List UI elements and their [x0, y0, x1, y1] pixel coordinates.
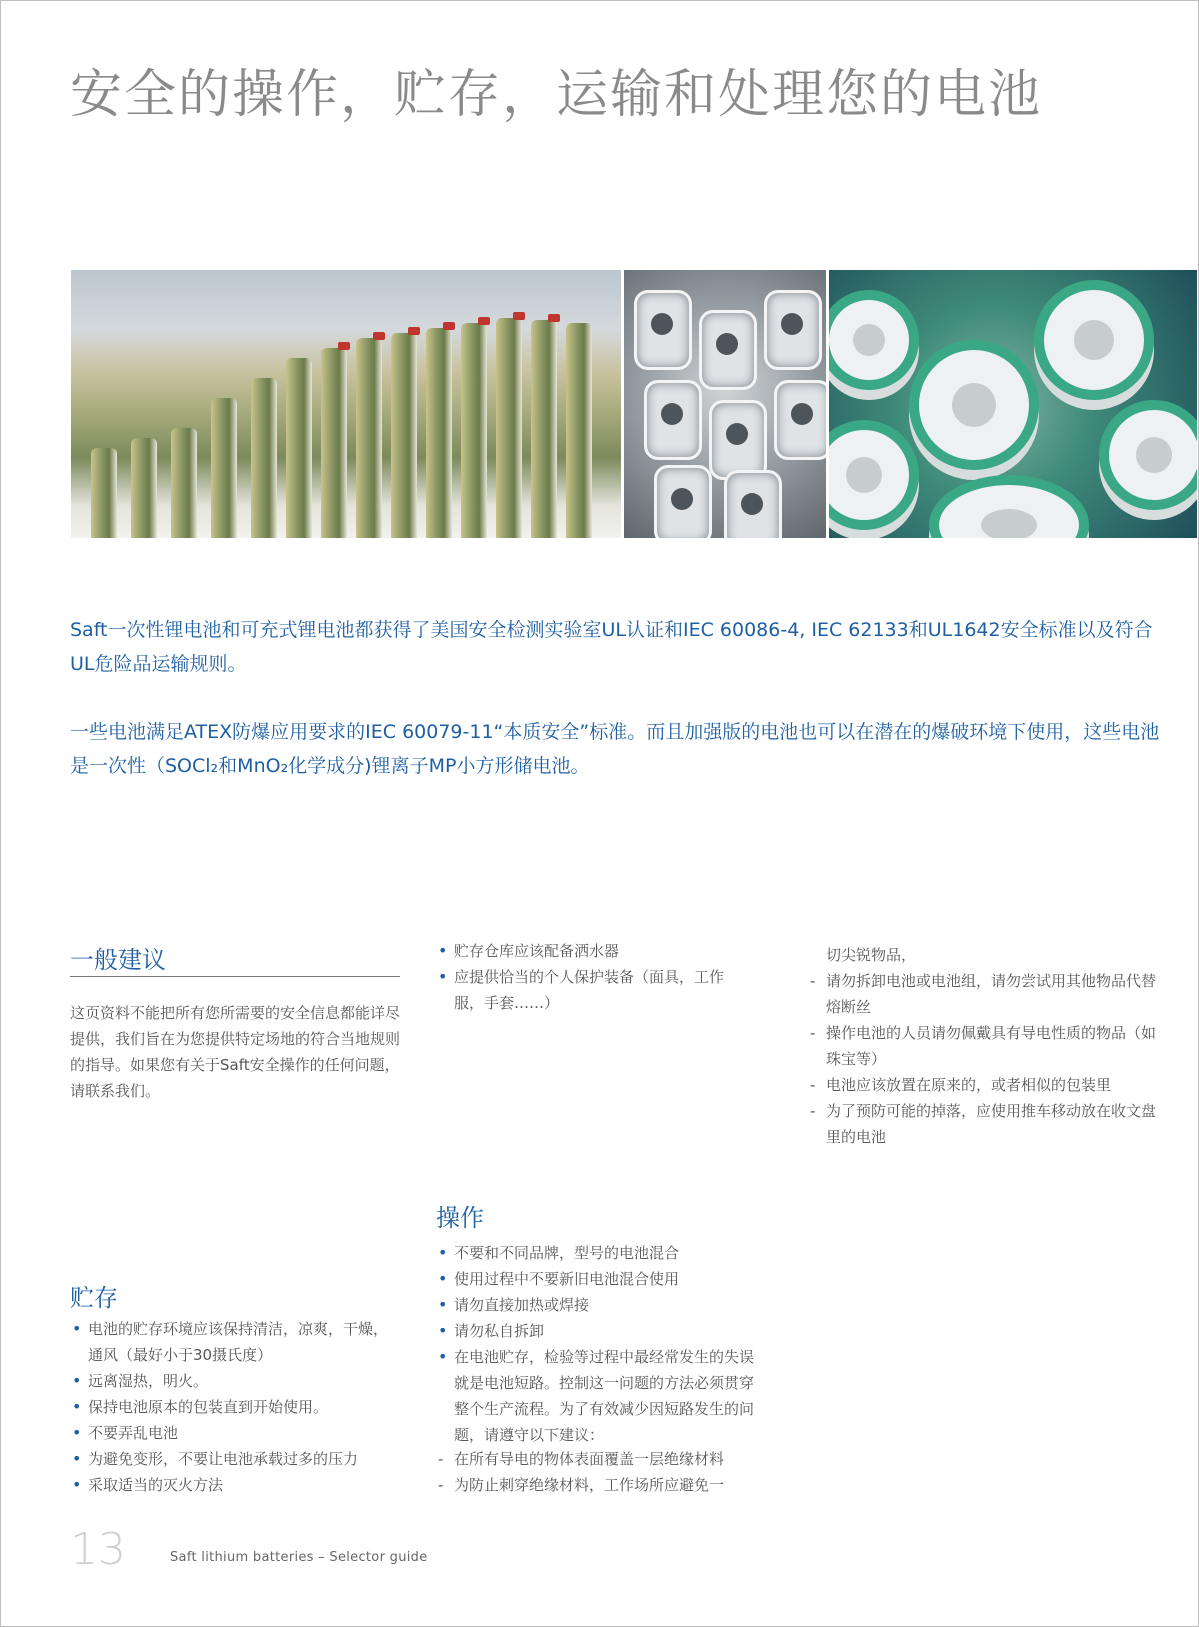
tube-cap — [548, 314, 560, 322]
tube-cap — [408, 327, 420, 335]
cell-shape — [634, 290, 692, 370]
battery-top — [829, 420, 919, 530]
list-item: - 为防止刺穿绝缘材料，工作场所应避免一 — [436, 1472, 766, 1498]
tube-shape — [356, 338, 382, 538]
tube-shape — [131, 438, 157, 538]
cell-shape — [774, 380, 826, 460]
battery-top — [829, 290, 919, 390]
storage-list-continued — [436, 938, 736, 1016]
cell-shape — [699, 310, 757, 390]
intro-paragraph-2: 一些电池满足ATEX防爆应用要求的IEC 60079-11“本质安全”标准。而且加强版的电池也可以在潜在的爆破环境下使用，这些电池是一次性（SOCl₂和MnO₂化学成分)锂离子MP小方形储电池。 — [70, 721, 1160, 777]
tube-shape — [426, 328, 452, 538]
footer-text: Saft lithium batteries – Selector guide — [170, 1550, 428, 1565]
list-item: • 使用过程中不要新旧电池混合使用 — [436, 1266, 766, 1292]
list-item: • 为避免变形，不要让电池承载过多的压力 — [70, 1446, 400, 1472]
battery-top — [929, 475, 1089, 538]
operation-heading: 操作 — [436, 1204, 484, 1232]
intro-paragraph-1: Saft一次性锂电池和可充式锂电池都获得了美国安全检测实验室UL认证和IEC 60086-4, IEC 62133和UL1642安全标准以及符合UL危险品运输规则。 — [70, 619, 1153, 675]
list-item: • 不要和不同品牌，型号的电池混合 — [436, 1240, 766, 1266]
list-item: - 为了预防可能的掉落，应使用推车移动放在收文盘里的电池 — [808, 1098, 1158, 1150]
continuation-text: 切尖锐物品， — [826, 946, 917, 964]
tube-shape — [461, 323, 487, 538]
tube-shape — [531, 320, 557, 538]
list-item: • 请勿私自拆卸 — [436, 1318, 766, 1344]
cell-shape — [654, 465, 712, 538]
list-item: - 电池应该放置在原来的，或者相似的包装里 — [808, 1072, 1158, 1098]
list-item: • 请勿直接加热或焊接 — [436, 1292, 766, 1318]
list-item: - 请勿拆卸电池或电池组，请勿尝试用其他物品代替熔断丝 — [808, 968, 1158, 1020]
list-item: • 电池的贮存环境应该保持清洁，凉爽，干燥，通风（最好小于30摄氏度） — [70, 1316, 400, 1368]
tube-shape — [211, 398, 237, 538]
tube-shape — [496, 318, 522, 538]
page-title: 安全的操作，贮存，运输和处理您的电池 — [70, 65, 1043, 125]
tube-shape — [251, 378, 277, 538]
tube-shape — [321, 348, 347, 538]
heading-divider — [70, 976, 400, 977]
operation-dash-list — [436, 1446, 766, 1498]
list-item: • 远离湿热，明火。 — [70, 1368, 400, 1394]
list-item: • 采取适当的灭火方法 — [70, 1472, 400, 1498]
tube-shape — [91, 448, 117, 538]
tube-cap — [513, 312, 525, 320]
tube-cap — [338, 342, 350, 350]
list-item: • 贮存仓库应该配备洒水器 — [436, 938, 736, 964]
page-number: 13 — [70, 1524, 126, 1575]
operation-dash-list-continued — [808, 968, 1158, 1150]
cell-shape — [709, 400, 767, 480]
battery-top — [1099, 400, 1197, 510]
cell-shape — [644, 380, 702, 460]
list-item: • 应提供恰当的个人保护装备（面具，工作服，手套……） — [436, 964, 736, 1016]
list-item: - 操作电池的人员请勿佩戴具有导电性质的物品（如珠宝等） — [808, 1020, 1158, 1072]
general-text: 这页资料不能把所有您所需要的安全信息都能详尽提供，我们旨在为您提供特定场地的符合当地规则的指导。如果您有关于Saft安全操作的任何问题，请联系我们。 — [70, 1004, 401, 1100]
tube-cap — [443, 322, 455, 330]
general-heading: 一般建议 — [70, 946, 166, 974]
photo-battery-cells — [624, 270, 826, 538]
tube-shape — [171, 428, 197, 538]
tube-shape — [566, 323, 592, 538]
list-item: • 保持电池原本的包装直到开始使用。 — [70, 1394, 400, 1420]
cell-shape — [764, 290, 822, 370]
battery-top — [909, 340, 1039, 470]
list-item: • 在电池贮存，检验等过程中最经常发生的失误就是电池短路。控制这一问题的方法必须贯穿整个生产流程。为了有效减少因短路发生的问题，请遵守以下建议： — [436, 1344, 766, 1448]
storage-heading: 贮存 — [70, 1284, 118, 1312]
photo-saft-batteries — [829, 270, 1197, 538]
operation-list — [436, 1240, 766, 1448]
tube-cap — [478, 317, 490, 325]
battery-top — [1034, 280, 1154, 400]
tube-shape — [391, 333, 417, 538]
photo-battery-tubes — [71, 270, 621, 538]
tube-shape — [286, 358, 312, 538]
storage-list — [70, 1316, 400, 1498]
cell-shape — [724, 470, 782, 538]
tube-cap — [373, 332, 385, 340]
photo-strip — [71, 270, 1197, 538]
list-item: • 不要弄乱电池 — [70, 1420, 400, 1446]
list-item: - 在所有导电的物体表面覆盖一层绝缘材料 — [436, 1446, 766, 1472]
